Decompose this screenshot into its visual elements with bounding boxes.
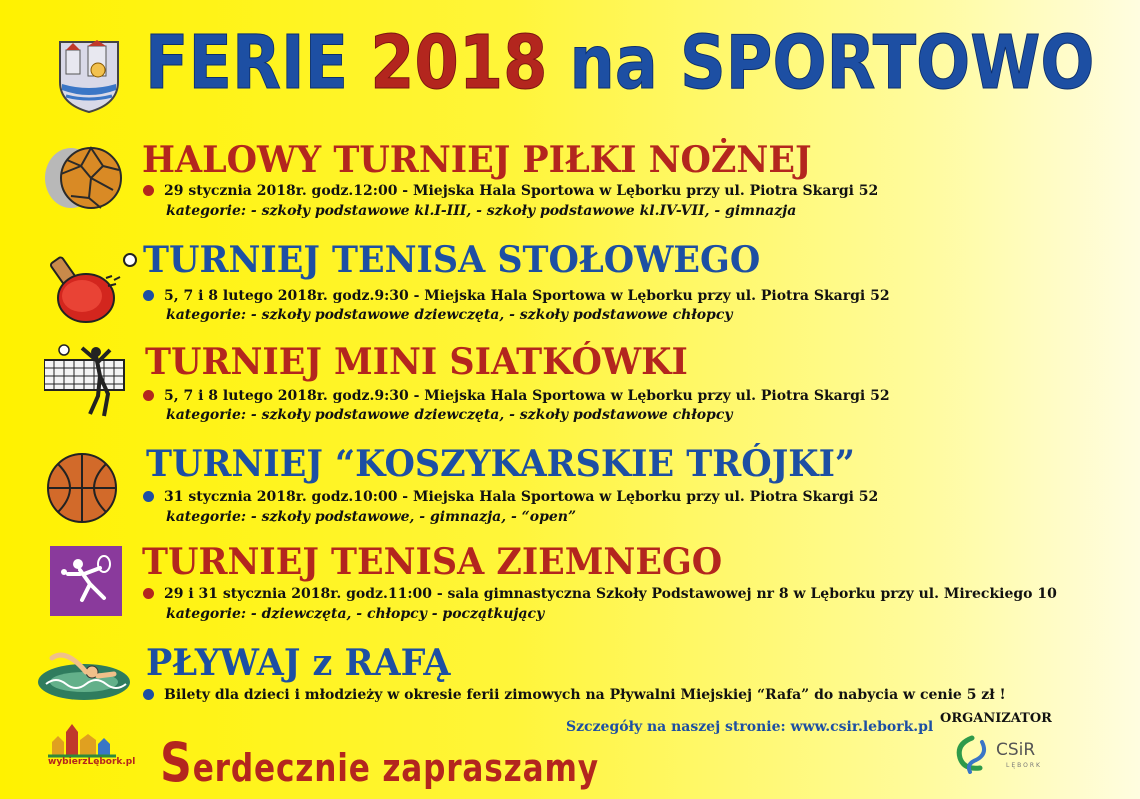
handball-icon	[41, 144, 127, 212]
city-logo-text: wybierzLębork.pl	[48, 757, 136, 767]
swimmer-icon	[36, 644, 132, 704]
bullet-icon	[143, 491, 154, 502]
bullet-icon	[143, 588, 154, 599]
volleyball-player-icon	[44, 344, 128, 422]
organizer-label: ORGANIZATOR	[940, 711, 1052, 726]
section-3-date: 5, 7 i 8 lutego 2018r. godz.9:30 - Miejska Hala Sportowa w Lęborku przy ul. Piotra Skargi 52	[164, 388, 890, 404]
tennis-player-icon	[50, 546, 122, 616]
section-6-details	[143, 687, 1006, 703]
section-2-details	[143, 288, 890, 304]
section-1-categories: kategorie: - szkoły podstawowe kl.I-III, - szkoły podstawowe kl.IV-VII, - gimnazja	[166, 203, 797, 219]
section-4-categories: kategorie: - szkoły podstawowe, - gimnazja, - “open”	[166, 509, 576, 525]
title-na: na	[569, 20, 658, 106]
ping-pong-paddle-icon	[48, 250, 140, 328]
section-5-details	[143, 586, 1057, 602]
section-1-details	[143, 183, 878, 199]
bullet-icon	[143, 185, 154, 196]
city-crest-icon	[58, 40, 120, 114]
section-3-heading: TURNIEJ MINI SIATKÓWKI	[145, 341, 688, 383]
title-year: 2018	[370, 20, 548, 106]
section-4-date: 31 stycznia 2018r. godz.10:00 - Miejska Hala Sportowa w Lęborku przy ul. Piotra Skargi 52	[164, 489, 879, 505]
section-1-heading: HALOWY TURNIEJ PIŁKI NOŻNEJ	[142, 139, 812, 181]
section-2-categories: kategorie: - szkoły podstawowe dziewczęta, - szkoły podstawowe chłopcy	[166, 307, 733, 323]
section-1-date: 29 stycznia 2018r. godz.12:00 - Miejska Hala Sportowa w Lęborku przy ul. Piotra Skargi 52	[164, 183, 879, 199]
organizer-name: CSiR	[996, 740, 1036, 760]
bullet-icon	[143, 390, 154, 401]
invite-text	[160, 731, 599, 794]
basketball-icon	[46, 452, 118, 524]
section-2-date: 5, 7 i 8 lutego 2018r. godz.9:30 - Miejska Hala Sportowa w Lęborku przy ul. Piotra Skargi 52	[164, 288, 890, 304]
csir-logo-icon	[952, 734, 992, 774]
bullet-icon	[143, 689, 154, 700]
section-6-info: Bilety dla dzieci i młodzieży w okresie ferii zimowych na Pływalni Miejskiej “Rafa” do nabycia w cenie 5 zł !	[164, 687, 1006, 703]
invite-rest: erdecznie zapraszamy	[192, 746, 599, 790]
section-4-details	[143, 489, 878, 505]
section-5-heading: TURNIEJ TENISA ZIEMNEGO	[142, 541, 723, 583]
title-sportowo: SPORTOWO	[679, 20, 1095, 106]
poster-title	[145, 20, 1095, 106]
section-3-categories: kategorie: - szkoły podstawowe dziewczęta, - szkoły podstawowe chłopcy	[166, 407, 733, 423]
section-5-date: 29 i 31 stycznia 2018r. godz.11:00 - sala gimnastyczna Szkoły Podstawowej nr 8 w Lęborku przy ul. Mireckiego 10	[164, 586, 1057, 602]
title-ferie: FERIE	[145, 20, 349, 106]
section-3-details	[143, 388, 890, 404]
city-logo-icon	[48, 722, 118, 758]
organizer-city: LĘBORK	[1006, 762, 1042, 769]
website-details-link[interactable]: Szczegóły na naszej stronie: www.csir.lebork.pl	[566, 719, 934, 735]
section-6-heading: PŁYWAJ z RAFĄ	[146, 642, 451, 684]
invite-initial: S	[160, 731, 193, 794]
bullet-icon	[143, 290, 154, 301]
section-2-heading: TURNIEJ TENISA STOŁOWEGO	[143, 239, 761, 281]
section-5-categories: kategorie: - dziewczęta, - chłopcy - początkujący	[166, 606, 545, 622]
section-4-heading: TURNIEJ “KOSZYKARSKIE TRÓJKI”	[146, 443, 856, 485]
